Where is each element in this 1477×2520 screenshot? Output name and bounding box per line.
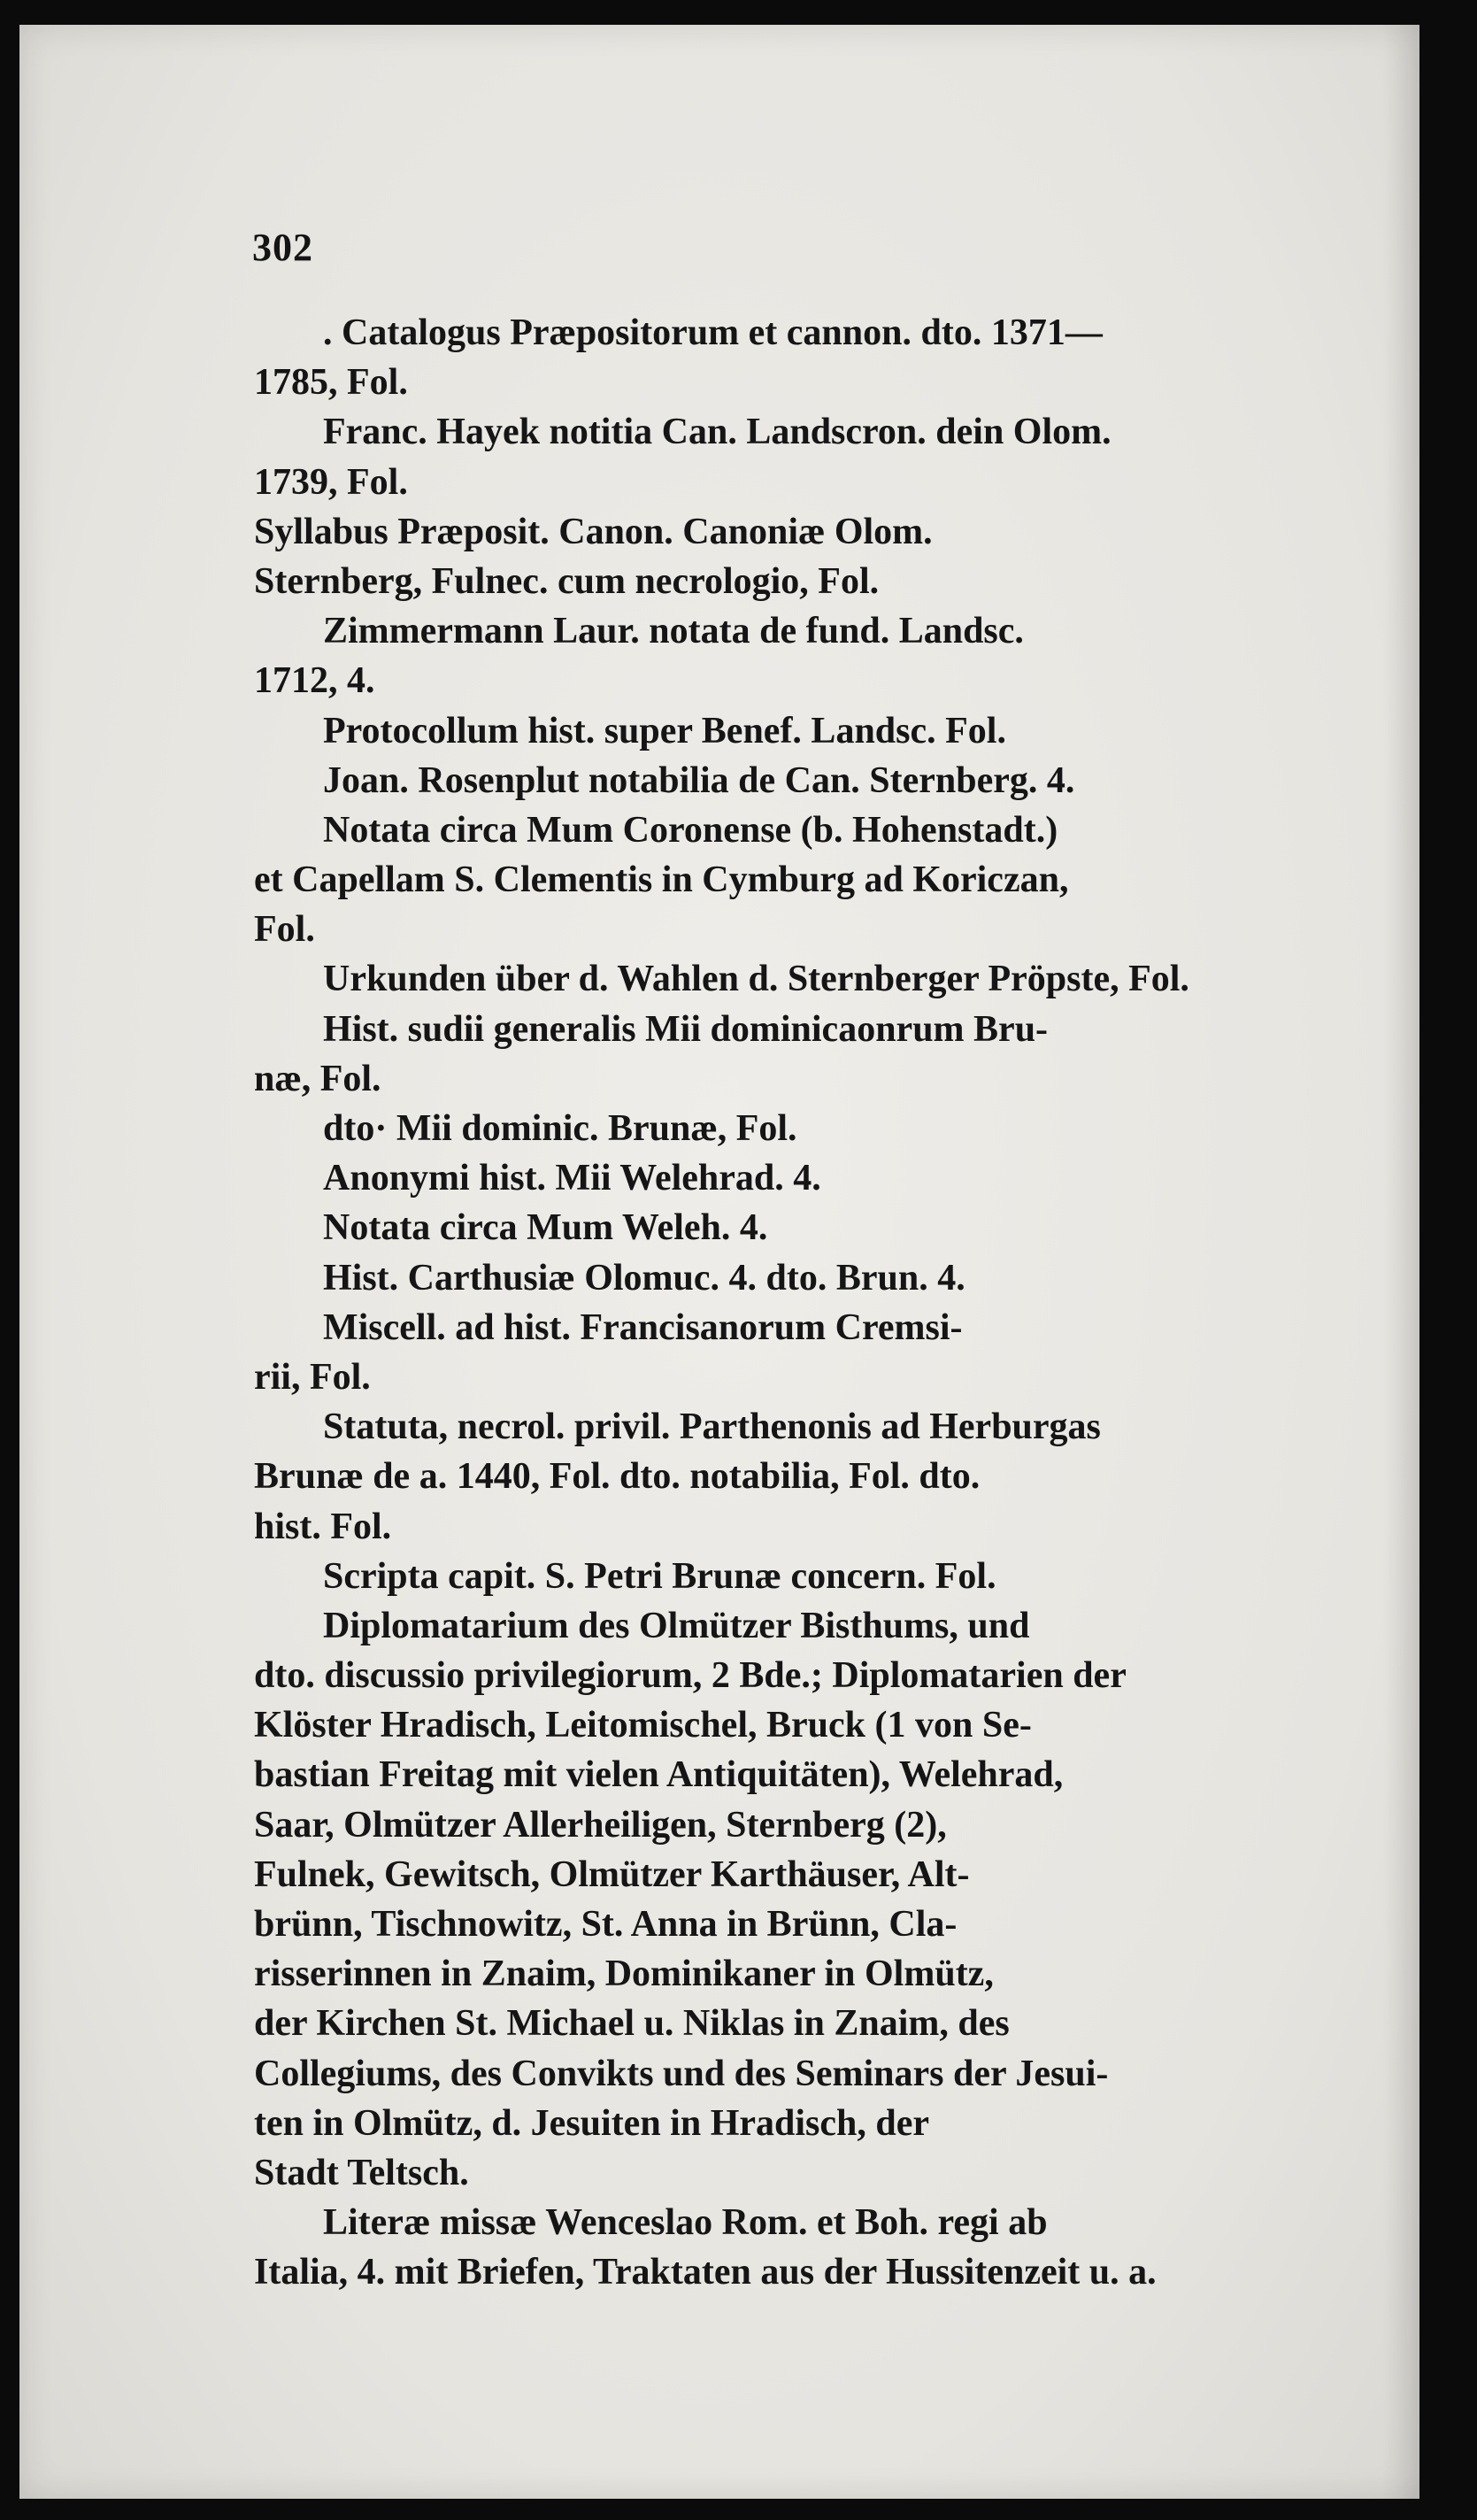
text-line: Brunæ de a. 1440, Fol. dto. notabilia, Fol. dto.	[254, 1456, 981, 1498]
text-line: rii, Fol.	[254, 1356, 371, 1398]
text-line: et Capellam S. Clementis in Cymburg ad Koriczan,	[254, 859, 1069, 901]
text-line: der Kirchen St. Michael u. Niklas in Znaim, des	[254, 2003, 1010, 2045]
page-number: 302	[252, 226, 313, 269]
text-line: Fol.	[254, 909, 315, 951]
text-line: Collegiums, des Convikts und des Seminars der Jesui-	[254, 2053, 1109, 2094]
text-line: Zimmermann Laur. notata de fund. Landsc.	[323, 611, 1024, 652]
text-line: Notata circa Mum Weleh. 4.	[323, 1207, 768, 1249]
text-line: Diplomatarium des Olmützer Bisthums, und	[323, 1605, 1030, 1646]
text-line: Fulnek, Gewitsch, Olmützer Karthäuser, Alt-	[254, 1853, 970, 1895]
text-line: Stadt Teltsch.	[254, 2152, 469, 2193]
text-line: Urkunden über d. Wahlen d. Sternberger Pröpste, Fol.	[323, 959, 1189, 1000]
text-line: Joan. Rosenplut notabilia de Can. Sternberg. 4.	[323, 759, 1075, 801]
text-line: Franc. Hayek notitia Can. Landscron. dein Olom.	[323, 412, 1112, 453]
text-line: 1712, 4.	[254, 660, 375, 702]
text-line: ten in Olmütz, d. Jesuiten in Hradisch, der	[254, 2102, 930, 2144]
text-line: Saar, Olmützer Allerheiligen, Sternberg (2),	[254, 1804, 947, 1846]
text-line: hist. Fol.	[254, 1506, 392, 1547]
text-line: Italia, 4. mit Briefen, Traktaten aus der Hussitenzeit u. a.	[254, 2252, 1157, 2293]
text-line: bastian Freitag mit vielen Antiquitäten), Welehrad,	[254, 1754, 1064, 1796]
page-edge-shadow	[1382, 25, 1419, 2499]
catalog-text	[254, 308, 1298, 2298]
text-line: 1785, Fol.	[254, 362, 408, 404]
text-line: Miscell. ad hist. Francisanorum Cremsi-	[323, 1306, 963, 1348]
text-line: dto· Mii dominic. Brunæ, Fol.	[323, 1108, 797, 1149]
text-line: . Catalogus Præpositorum et cannon. dto. 1371—	[323, 312, 1103, 353]
text-line: Notata circa Mum Coronense (b. Hohenstadt.)	[323, 809, 1058, 851]
text-line: Hist. sudii generalis Mii dominicaonrum Bru-	[323, 1008, 1049, 1050]
text-line: Statuta, necrol. privil. Parthenonis ad Herburgas	[323, 1406, 1101, 1448]
text-line: Anonymi hist. Mii Welehrad. 4.	[323, 1158, 821, 1199]
text-line: brünn, Tischnowitz, St. Anna in Brünn, Cla-	[254, 1904, 958, 1945]
text-line: Sternberg, Fulnec. cum necrologio, Fol.	[254, 560, 880, 602]
text-line: dto. discussio privilegiorum, 2 Bde.; Diplomatarien der	[254, 1655, 1127, 1697]
text-line: Protocollum hist. super Benef. Landsc. Fol.	[323, 710, 1006, 751]
text-line: 1739, Fol.	[254, 461, 408, 503]
text-line: Klöster Hradisch, Leitomischel, Bruck (1 von Se-	[254, 1705, 1032, 1746]
text-line: næ, Fol.	[254, 1058, 381, 1099]
text-line: Syllabus Præposit. Canon. Canoniæ Olom.	[254, 511, 933, 552]
text-line: Literæ missæ Wenceslao Rom. et Boh. regi ab	[323, 2202, 1048, 2244]
text-line: risserinnen in Znaim, Dominikaner in Olmütz,	[254, 1954, 994, 1995]
text-line: Scripta capit. S. Petri Brunæ concern. Fol.	[323, 1555, 996, 1597]
book-page	[19, 25, 1419, 2499]
text-line: Hist. Carthusiæ Olomuc. 4. dto. Brun. 4.	[323, 1257, 965, 1299]
